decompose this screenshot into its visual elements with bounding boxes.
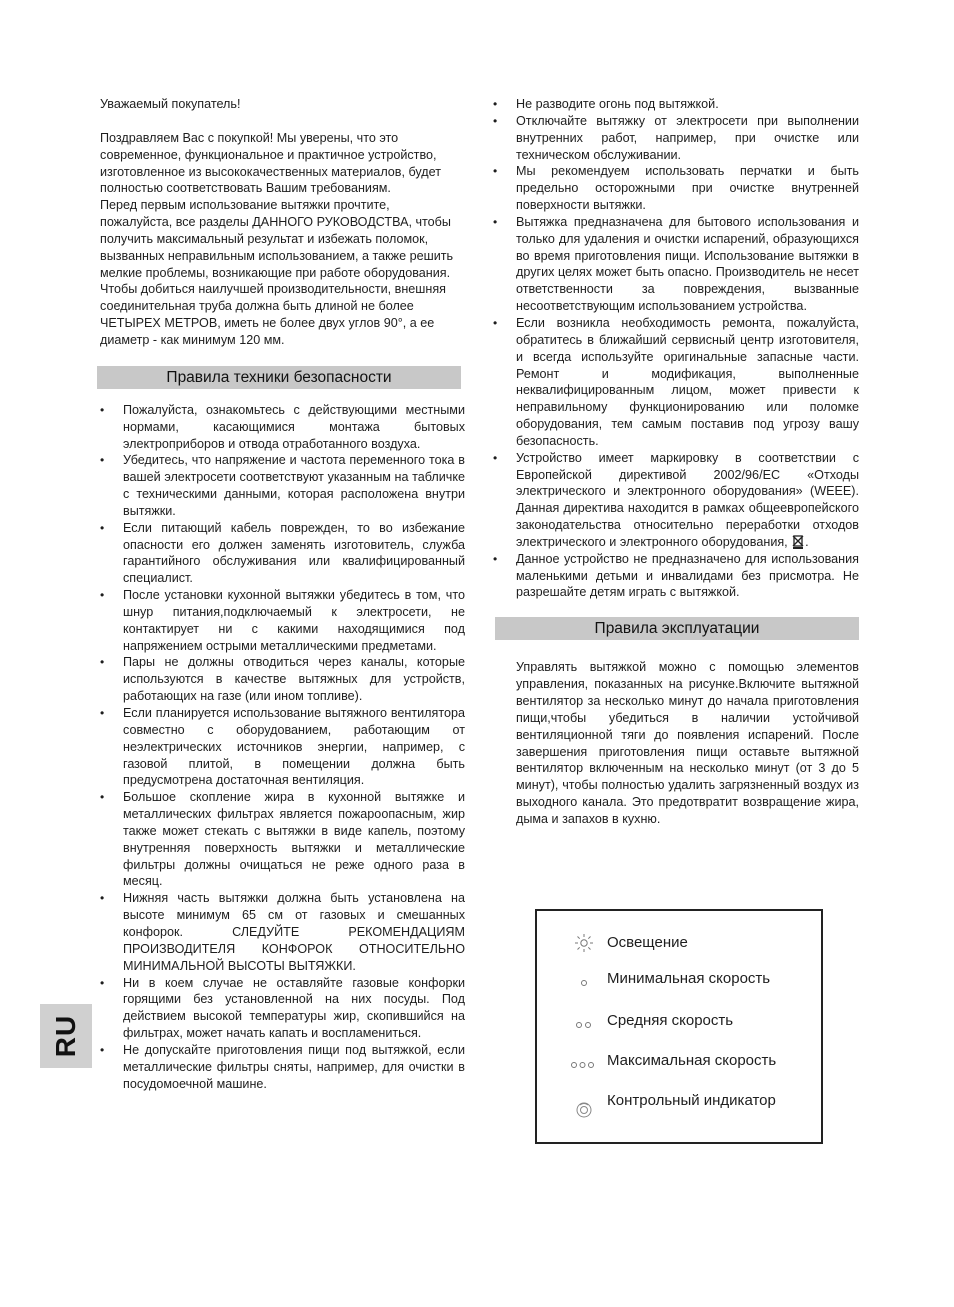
control-label: Средняя скорость [607,1012,734,1029]
weee-suffix: . [805,534,809,549]
list-item: • Если питающий кабель поврежден, то во избежание опасности его должен заменять изготовитель, служба гарантийного обслуживания или квалифицированный специалист. [100,520,465,587]
right-column [493,96,859,828]
list-item: • Пожалуйста, ознакомьтесь с действующими местными нормами, касающимися монтажа бытовых электроприборов и отвода отработанного воздуха. [100,402,465,453]
control-label: Минимальная скорость [607,970,771,987]
language-tab [40,1004,92,1068]
control-row-indicator [537,1091,821,1115]
list-item: • Нижняя часть вытяжки должна быть установлена на высоте минимум 65 см от газовых и смешанных конфорок. СЛЕДУЙТЕ РЕКОМЕНДАЦИЯМ ПРОИЗВОДИТЕЛЯ КОНФОРОК ОТНОСИТЕЛЬНО МИНИМАЛЬНОЙ ВЫСОТЫ ВЫТЯЖКИ. [100,890,465,974]
controls-legend [535,909,823,1144]
control-label: Контрольный индикатор [607,1092,776,1109]
list-item [493,450,859,551]
weee-text: Устройство имеет маркировку в соответствии с Европейской директивой 2002/96/ЕС «Отходы электрического и электронного оборудования» (WEEE). Данная директива находится в рамках общеевропейского законодательства относительно переработки отходов электрического и электронного оборудования, [516,450,859,549]
list-item: • Данное устройство не предназначено для использования маленькими детьми и инвалидами без присмотра. Не разрешайте детям играть с вытяжкой. [493,551,859,602]
list-item: • Большое скопление жира в кухонной вытяжке и металлических фильтрах является пожароопасным, жир также может стекать с вытяжки в виде капель, поэтому внутренняя поверхность вытяжки и металлические фильтры должны очищаться не реже одного раза в месяц. [100,789,465,890]
operation-text: Управлять вытяжкой можно с помощью элементов управления, показанных на рисунке.Включите вытяжной вентилятор за несколько минут до начала приготовления пищи,чтобы убедиться в наличии устойчивой вентиляционной тяги до появления испарений. После завершения приготовления пищи оставьте вытяжной вентилятор включенным на несколько минут (от 3 до 5 минут), чтобы полностью удалить загрязненный воздух из выходного канала. Это предотвратит возвращение жира, дыма и запахов в кухню. [516,660,859,826]
light-icon [573,932,595,954]
list-item: • Пары не должны отводиться через каналы, которые используются в качестве вытяжных для устройств, работающих на газе (или ином топливе). [100,654,465,705]
speed-max-icon [569,1060,597,1070]
list-item: • Вытяжка предназначена для бытового использования и только для удаления и очистки испарений, образующихся во время приготовления пищи. Использование вытяжки в других целях может быть опасно. Производитель не несет ответственности за повреждения, вызванные несоответствующим использованием устройства. [493,214,859,315]
safety-list-right [493,96,859,601]
operation-heading: Правила эксплуатации [495,617,859,640]
speed-min-icon [577,978,591,988]
control-row-speed-max [537,1051,821,1075]
control-label: Освещение [607,934,688,951]
control-label: Максимальная скорость [607,1052,777,1069]
control-row-light [537,933,821,957]
list-item: • Ни в коем случае не оставляйте газовые конфорки горящими без установленной на них посуды. Под действием высокой температуры жир, скопившийся на фильтрах, может начать капать и воспламениться. [100,975,465,1042]
weee-bin-icon [791,535,805,549]
list-item: • Не разводите огонь под вытяжкой. [493,96,859,113]
left-column [100,96,465,1092]
intro-paragraph: Чтобы добиться наилучшей производительности, внешняя соединительная труба должна быть длиной не более ЧЕТЫРЕХ МЕТРОВ, иметь не более двух углов 90°, а ее диаметр - как минимум 120 мм. [100,282,446,347]
list-item: • После установки кухонной вытяжки убедитесь в том, что шнур питания,подключаемый к электросети, не контактирует ни с какими находящимися под напряжением острыми металлическими предметами. [100,587,465,654]
control-row-speed-min [537,969,821,993]
list-item: • Если возникла необходимость ремонта, пожалуйста, обратитесь в ближайший сервисный центр изготовителя, и всегда используйте оригинальные запасные части. Ремонт и модификация, выполненные неквалифицированным лицом, может привести к неправильному функционированию или поломке оборудования, тем самым поставив под угрозу вашу безопасность. [493,315,859,450]
list-item: • Убедитесь, что напряжение и частота переменного тока в вашей электросети соответствуют указанным на табличке с техническими данными, которая расположена внутри вытяжки. [100,452,465,519]
control-row-speed-mid [537,1011,821,1035]
speed-mid-icon [573,1020,595,1030]
list-item: • Если планируется использование вытяжного вентилятора совместно с оборудованием, работающим от неэлектрических источников энергии, например, с газовой плитой, в помещении должна быть предусмотрена достаточная вентиляция. [100,705,465,789]
list-item: • Не допускайте приготовления пищи под вытяжкой, если металлические фильтры сняты, например, для очистки в посудомоечной машине. [100,1042,465,1093]
safety-heading: Правила техники безопасности [97,366,461,389]
intro-paragraph: Перед первым использование вытяжки прочтите, пожалуйста, все разделы ДАННОГО РУКОВОДСТВА, чтобы получить максимальный результат и избежать поломок, вызванных неправильным использованием, а также решить мелкие проблемы, возникающие при работе оборудования. [100,198,454,280]
list-item: • Мы рекомендуем использовать перчатки и быть предельно осторожными при очистке внутренней поверхности вытяжки. [493,163,859,214]
indicator-icon [575,1101,593,1119]
intro-paragraph: Поздравляем Вас с покупкой! Мы уверены, что это современное, функциональное и практичное устройство, изготовленное из высококачественных материалов, будет полностью соответствовать Вашим требованиям. [100,130,442,196]
greeting: Уважаемый покупатель! [100,97,241,111]
language-tab-label: RU [50,1014,81,1058]
safety-list-left [100,402,465,1093]
list-item: • Отключайте вытяжку от электросети при выполнении внутренних работ, например, при очистке или техническом обслуживании. [493,113,859,164]
